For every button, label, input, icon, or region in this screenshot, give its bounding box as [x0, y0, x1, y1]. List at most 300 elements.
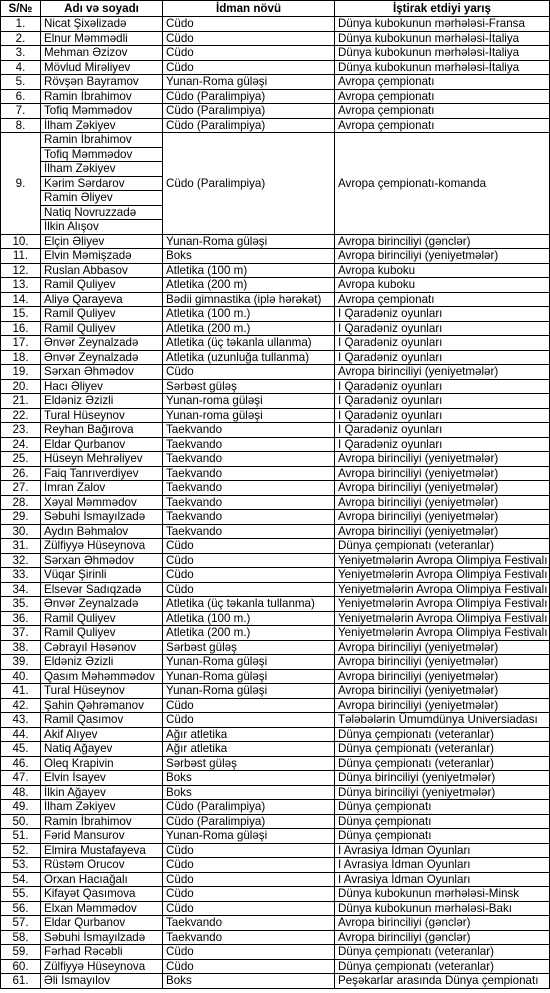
sport-cell: Cüdo — [163, 539, 335, 554]
sport-cell: Taekvando — [163, 495, 335, 510]
athlete-name: Eldəniz Əzizli — [41, 655, 163, 670]
row-number: 7. — [1, 104, 41, 119]
event-cell: I Avrasiya İdman Oyunları — [335, 872, 550, 887]
sport-cell: Atletika (100 m) — [163, 263, 335, 278]
sport-cell: Taekvando — [163, 916, 335, 931]
athlete-name: Ramil Quliyev — [41, 278, 163, 293]
row-number: 36. — [1, 611, 41, 626]
athlete-name: Tofiq Məmmədov — [41, 147, 163, 162]
row-number: 16. — [1, 321, 41, 336]
table-row — [1, 669, 550, 684]
athlete-name: Aliyə Qarayeva — [41, 292, 163, 307]
row-number: 33. — [1, 568, 41, 583]
event-cell: Dünya çempionatı (veteranlar) — [335, 539, 550, 554]
athlete-name: Mövlud Mirəliyev — [41, 60, 163, 75]
table-row — [1, 742, 550, 757]
event-cell: Dünya birinciliyi (yeniyetmələr) — [335, 771, 550, 786]
row-number: 27. — [1, 481, 41, 496]
row-number: 46. — [1, 756, 41, 771]
sport-cell: Cüdo — [163, 568, 335, 583]
table-row — [1, 524, 550, 539]
event-cell: I Qaradəniz oyunları — [335, 350, 550, 365]
event-cell: Dünya kubokunun mərhələsi-İtaliya — [335, 31, 550, 46]
event-cell: Tələbələrin Ümumdünya Universiadası — [335, 713, 550, 728]
sport-cell: Boks — [163, 249, 335, 264]
sport-cell: Sərbəst güləş — [163, 756, 335, 771]
table-row — [1, 466, 550, 481]
athlete-name: İmran Zalov — [41, 481, 163, 496]
sport-cell: Cüdo — [163, 843, 335, 858]
athlete-name: Natiq Novruzzadə — [41, 205, 163, 220]
event-cell: Yeniyetmələrin Avropa Olimpiya Festivalı — [335, 611, 550, 626]
athlete-name: Şahin Qəhrəmanov — [41, 698, 163, 713]
event-cell: Avropa birinciliyi (yeniyetmələr) — [335, 524, 550, 539]
sport-cell: Atletika (100 m.) — [163, 307, 335, 322]
row-number: 53. — [1, 858, 41, 873]
table-row — [1, 684, 550, 699]
event-cell: Avropa kuboku — [335, 263, 550, 278]
sport-cell: Sərbəst güləş — [163, 640, 335, 655]
table-row — [1, 495, 550, 510]
table-row — [1, 974, 550, 989]
row-number: 11. — [1, 249, 41, 264]
table-row — [1, 89, 550, 104]
event-cell: Avropa birinciliyi (yeniyetmələr) — [335, 640, 550, 655]
event-cell: Avropa birinciliyi (yeniyetmələr) — [335, 481, 550, 496]
event-cell: Avropa çempionatı — [335, 292, 550, 307]
athlete-name: Cəbrayıl Həsənov — [41, 640, 163, 655]
row-number: 29. — [1, 510, 41, 525]
event-cell: Yeniyetmələrin Avropa Olimpiya Festivalı — [335, 597, 550, 612]
table-row — [1, 916, 550, 931]
sport-cell: Cüdo — [163, 872, 335, 887]
athlete-name: Xəyal Məmmədov — [41, 495, 163, 510]
athlete-name: Zülfiyyə Hüseynova — [41, 959, 163, 974]
athlete-name: Elmira Mustafayeva — [41, 843, 163, 858]
row-number: 23. — [1, 423, 41, 438]
event-cell: Dünya kubokunun mərhələsi-Fransa — [335, 17, 550, 32]
athlete-name: Fərid Mansurov — [41, 829, 163, 844]
sport-cell: Cüdo — [163, 46, 335, 61]
athlete-name: Ramil Quliyev — [41, 321, 163, 336]
table-row — [1, 582, 550, 597]
table-row — [1, 133, 550, 148]
athlete-name: Ənvər Zeynalzadə — [41, 350, 163, 365]
sport-cell: Cüdo — [163, 553, 335, 568]
table-row — [1, 249, 550, 264]
event-cell: Avropa çempionatı — [335, 118, 550, 133]
table-row — [1, 60, 550, 75]
table-row — [1, 655, 550, 670]
sport-cell: Cüdo — [163, 17, 335, 32]
event-cell: Dünya çempionatı (veteranlar) — [335, 959, 550, 974]
row-number: 44. — [1, 727, 41, 742]
table-row — [1, 46, 550, 61]
row-number: 32. — [1, 553, 41, 568]
table-row — [1, 423, 550, 438]
table-row — [1, 234, 550, 249]
event-cell: Dünya çempionatı — [335, 829, 550, 844]
event-cell: I Qaradəniz oyunları — [335, 394, 550, 409]
event-cell: I Avrasiya İdman Oyunları — [335, 858, 550, 873]
row-number: 14. — [1, 292, 41, 307]
event-cell: Avropa birinciliyi (yeniyetmələr) — [335, 684, 550, 699]
table-row — [1, 887, 550, 902]
row-number: 18. — [1, 350, 41, 365]
athlete-name: Oleq Krapivin — [41, 756, 163, 771]
sport-cell: Cüdo (Paralimpiya) — [163, 814, 335, 829]
athlete-name: Aydın Bəhmalov — [41, 524, 163, 539]
table-row — [1, 263, 550, 278]
athlete-name: Mehman Əzizov — [41, 46, 163, 61]
row-number: 60. — [1, 959, 41, 974]
event-cell: Dünya çempionatı (veteranlar) — [335, 727, 550, 742]
event-cell: Dünya çempionatı — [335, 800, 550, 815]
event-cell: Avropa birinciliyi (yeniyetmələr) — [335, 249, 550, 264]
row-number: 43. — [1, 713, 41, 728]
table-row — [1, 118, 550, 133]
athlete-name: Orxan Hacıağalı — [41, 872, 163, 887]
athlete-name: Ruslan Abbasov — [41, 263, 163, 278]
athlete-name: Elxan Məmmədov — [41, 901, 163, 916]
table-row — [1, 278, 550, 293]
row-number: 19. — [1, 365, 41, 380]
event-cell: Avropa çempionatı — [335, 75, 550, 90]
table-row — [1, 336, 550, 351]
row-number: 13. — [1, 278, 41, 293]
sport-cell: Atletika (100 m.) — [163, 611, 335, 626]
sport-cell: Taekvando — [163, 437, 335, 452]
athlete-name: Elvin Məmişzadə — [41, 249, 163, 264]
row-number: 40. — [1, 669, 41, 684]
row-number: 48. — [1, 785, 41, 800]
table-row — [1, 379, 550, 394]
header-row — [1, 1, 550, 17]
sport-cell: Cüdo — [163, 31, 335, 46]
table-row — [1, 771, 550, 786]
row-number: 39. — [1, 655, 41, 670]
table-row — [1, 553, 550, 568]
event-cell: Avropa çempionatı — [335, 89, 550, 104]
athlete-name: Səbuhi İsmayılzadə — [41, 510, 163, 525]
sport-cell: Boks — [163, 785, 335, 800]
athlete-name: Kifayət Qasımova — [41, 887, 163, 902]
athlete-name: Rüstəm Orucov — [41, 858, 163, 873]
sport-cell: Atletika (üç təkanla ullanma) — [163, 336, 335, 351]
table-row — [1, 640, 550, 655]
sport-cell: Taekvando — [163, 510, 335, 525]
sport-cell: Yunan-roma güləşi — [163, 408, 335, 423]
sport-cell: Taekvando — [163, 466, 335, 481]
event-cell: Avropa birinciliyi (yeniyetmələr) — [335, 452, 550, 467]
event-cell: Avropa birinciliyi (yeniyetmələr) — [335, 495, 550, 510]
row-number: 55. — [1, 887, 41, 902]
sport-cell: Yunan-roma güləşi — [163, 394, 335, 409]
athlete-name: Eldar Qurbanov — [41, 437, 163, 452]
row-number: 2. — [1, 31, 41, 46]
row-number: 35. — [1, 597, 41, 612]
sport-cell: Yunan-Roma güləşi — [163, 234, 335, 249]
table-body — [1, 17, 550, 989]
athlete-name: Elsevər Sadıqzadə — [41, 582, 163, 597]
sport-cell: Cüdo — [163, 713, 335, 728]
table-row — [1, 539, 550, 554]
event-cell: Avropa çempionatı-komanda — [335, 133, 550, 235]
athlete-name: Tural Hüseynov — [41, 408, 163, 423]
table-row — [1, 31, 550, 46]
row-number: 54. — [1, 872, 41, 887]
athlete-name: Kərim Sərdarov — [41, 176, 163, 191]
table-row — [1, 727, 550, 742]
sport-cell: Atletika (üç təkanla tullanma) — [163, 597, 335, 612]
table-row — [1, 945, 550, 960]
sport-cell: Atletika (uzunluğa tullanma) — [163, 350, 335, 365]
table-row — [1, 930, 550, 945]
athlete-name: Ramil Quliyev — [41, 307, 163, 322]
athlete-name: Ənvər Zeynalzadə — [41, 336, 163, 351]
athlete-name: Eldəniz Əzizli — [41, 394, 163, 409]
event-cell: Dünya kubokunun mərhələsi-İtaliya — [335, 60, 550, 75]
sport-cell: Cüdo — [163, 959, 335, 974]
sport-cell: Yunan-Roma güləşi — [163, 75, 335, 90]
row-number: 38. — [1, 640, 41, 655]
athlete-name: Ənvər Zeynalzadə — [41, 597, 163, 612]
row-number: 47. — [1, 771, 41, 786]
event-cell: Avropa birinciliyi (yeniyetmələr) — [335, 698, 550, 713]
event-cell: I Qaradəniz oyunları — [335, 437, 550, 452]
event-cell: Avropa birinciliyi (yeniyetmələr) — [335, 669, 550, 684]
event-cell: Avropa birinciliyi (gənclər) — [335, 916, 550, 931]
row-number: 9. — [1, 133, 41, 235]
sport-cell: Cüdo (Paralimpiya) — [163, 104, 335, 119]
row-number: 12. — [1, 263, 41, 278]
sport-cell: Taekvando — [163, 423, 335, 438]
athlete-name: Natiq Ağayev — [41, 742, 163, 757]
header-name: Adı və soyadı — [41, 1, 163, 17]
row-number: 24. — [1, 437, 41, 452]
sport-cell: Cüdo (Paralimpiya) — [163, 133, 335, 235]
row-number: 25. — [1, 452, 41, 467]
athlete-name: Tofiq Məmmədov — [41, 104, 163, 119]
row-number: 57. — [1, 916, 41, 931]
event-cell: Dünya birinciliyi (yeniyetmələr) — [335, 785, 550, 800]
sport-cell: Bədii gimnastika (iplə hərəkət) — [163, 292, 335, 307]
row-number: 8. — [1, 118, 41, 133]
table-row — [1, 510, 550, 525]
sport-cell: Cüdo — [163, 858, 335, 873]
row-number: 59. — [1, 945, 41, 960]
athlete-name: Faiq Tanrıverdiyev — [41, 466, 163, 481]
athlete-name: Ramin Əliyev — [41, 191, 163, 206]
event-cell: Avropa birinciliyi (yeniyetmələr) — [335, 655, 550, 670]
sport-cell: Taekvando — [163, 452, 335, 467]
sport-cell: Boks — [163, 771, 335, 786]
event-cell: Dünya kubokunun mərhələsi-İtaliya — [335, 46, 550, 61]
sport-cell: Atletika (200 m.) — [163, 321, 335, 336]
header-number: S/№ — [1, 1, 41, 17]
event-cell: Dünya çempionatı (veteranlar) — [335, 742, 550, 757]
athlete-name: Elnur Məmmədli — [41, 31, 163, 46]
event-cell: Avropa birinciliyi (gənclər) — [335, 234, 550, 249]
header-sport: İdman növü — [163, 1, 335, 17]
sport-cell: Ağır atletika — [163, 742, 335, 757]
row-number: 17. — [1, 336, 41, 351]
athlete-name: Sərxan Əhmədov — [41, 553, 163, 568]
sport-cell: Boks — [163, 974, 335, 989]
sport-cell: Cüdo — [163, 945, 335, 960]
row-number: 52. — [1, 843, 41, 858]
event-cell: Dünya kubokunun mərhələsi-Minsk — [335, 887, 550, 902]
sport-cell: Yunan-Roma güləşi — [163, 669, 335, 684]
table-row — [1, 800, 550, 815]
row-number: 10. — [1, 234, 41, 249]
table-row — [1, 858, 550, 873]
event-cell: Avropa çempionatı — [335, 104, 550, 119]
event-cell: Dünya çempionatı (veteranlar) — [335, 756, 550, 771]
sport-cell: Taekvando — [163, 481, 335, 496]
table-row — [1, 698, 550, 713]
event-cell: Yeniyetmələrin Avropa Olimpiya Festivalı — [335, 553, 550, 568]
table-row — [1, 104, 550, 119]
athlete-name: Qasım Məhəmmədov — [41, 669, 163, 684]
sport-cell: Cüdo (Paralimpiya) — [163, 118, 335, 133]
event-cell: I Qaradəniz oyunları — [335, 408, 550, 423]
athlete-name: Fərhad Rəcəbli — [41, 945, 163, 960]
sport-cell: Ağır atletika — [163, 727, 335, 742]
table-row — [1, 365, 550, 380]
sport-cell: Cüdo (Paralimpiya) — [163, 800, 335, 815]
event-cell: Avropa birinciliyi (yeniyetmələr) — [335, 365, 550, 380]
table-row — [1, 408, 550, 423]
athlete-name: Ramil Qasımov — [41, 713, 163, 728]
event-cell: Avropa birinciliyi (yeniyetmələr) — [335, 510, 550, 525]
row-number: 26. — [1, 466, 41, 481]
event-cell: Avropa birinciliyi (gənclər) — [335, 930, 550, 945]
event-cell: Dünya kubokunun mərhələsi-Bakı — [335, 901, 550, 916]
row-number: 56. — [1, 901, 41, 916]
table-row — [1, 597, 550, 612]
table-row — [1, 611, 550, 626]
athlete-name: Elçin Əliyev — [41, 234, 163, 249]
athlete-name: Ramil Quliyev — [41, 611, 163, 626]
athlete-name: Elvin İsayev — [41, 771, 163, 786]
table-row — [1, 292, 550, 307]
row-number: 15. — [1, 307, 41, 322]
event-cell: I Qaradəniz oyunları — [335, 336, 550, 351]
athlete-name: Eldar Qurbanov — [41, 916, 163, 931]
table-row — [1, 713, 550, 728]
event-cell: Yeniyetmələrin Avropa Olimpiya Festivalı — [335, 582, 550, 597]
table-row — [1, 75, 550, 90]
sport-cell: Taekvando — [163, 524, 335, 539]
table-row — [1, 785, 550, 800]
athlete-name: Vüqar Şirinli — [41, 568, 163, 583]
event-cell: Dünya çempionatı — [335, 814, 550, 829]
row-number: 20. — [1, 379, 41, 394]
table-row — [1, 872, 550, 887]
row-number: 21. — [1, 394, 41, 409]
event-cell: Avropa kuboku — [335, 278, 550, 293]
header-event: İştirak etdiyi yarış — [335, 1, 550, 17]
sport-cell: Sərbəst güləş — [163, 379, 335, 394]
event-cell: Yeniyetmələrin Avropa Olimpiya Festivalı — [335, 568, 550, 583]
table-row — [1, 452, 550, 467]
table-row — [1, 568, 550, 583]
row-number: 51. — [1, 829, 41, 844]
sport-cell: Cüdo — [163, 60, 335, 75]
event-cell: I Qaradəniz oyunları — [335, 423, 550, 438]
sport-cell: Cüdo — [163, 887, 335, 902]
table-row — [1, 17, 550, 32]
row-number: 41. — [1, 684, 41, 699]
sport-cell: Cüdo — [163, 365, 335, 380]
athlete-name: Rövşən Bayramov — [41, 75, 163, 90]
table-row — [1, 901, 550, 916]
athlete-name: Hüseyn Mehrəliyev — [41, 452, 163, 467]
row-number: 1. — [1, 17, 41, 32]
athlete-name: Ramin İbrahimov — [41, 814, 163, 829]
athlete-name: Ramin İbrahimov — [41, 133, 163, 148]
row-number: 22. — [1, 408, 41, 423]
athlete-name: Əli İsmayılov — [41, 974, 163, 989]
table-row — [1, 394, 550, 409]
athlete-name: Reyhan Bağırova — [41, 423, 163, 438]
table-row — [1, 829, 550, 844]
row-number: 50. — [1, 814, 41, 829]
row-number: 6. — [1, 89, 41, 104]
row-number: 34. — [1, 582, 41, 597]
athlete-name: Ramin İbrahimov — [41, 89, 163, 104]
row-number: 37. — [1, 626, 41, 641]
sport-cell: Cüdo — [163, 901, 335, 916]
athlete-name: İlham Zəkiyev — [41, 162, 163, 177]
athlete-name: Sərxan Əhmədov — [41, 365, 163, 380]
row-number: 4. — [1, 60, 41, 75]
event-cell: I Qaradəniz oyunları — [335, 307, 550, 322]
table-row — [1, 814, 550, 829]
event-cell: Dünya çempionatı (veteranlar) — [335, 945, 550, 960]
row-number: 61. — [1, 974, 41, 989]
row-number: 31. — [1, 539, 41, 554]
event-cell: I Avrasiya İdman Oyunları — [335, 843, 550, 858]
table-row — [1, 307, 550, 322]
row-number: 30. — [1, 524, 41, 539]
athlete-name: Tural Hüseynov — [41, 684, 163, 699]
athlete-name: Hacı Əliyev — [41, 379, 163, 394]
table-row — [1, 481, 550, 496]
sport-cell: Taekvando — [163, 930, 335, 945]
table-row — [1, 756, 550, 771]
athlete-name: İlkin Alışov — [41, 220, 163, 235]
table-header — [1, 1, 550, 17]
sport-cell: Yunan-Roma güləşi — [163, 655, 335, 670]
table-row — [1, 437, 550, 452]
event-cell: I Qaradəniz oyunları — [335, 379, 550, 394]
event-cell: I Qaradəniz oyunları — [335, 321, 550, 336]
sport-cell: Cüdo (Paralimpiya) — [163, 89, 335, 104]
row-number: 58. — [1, 930, 41, 945]
athlete-name: İlham Zəkiyev — [41, 118, 163, 133]
table-row — [1, 843, 550, 858]
table-row — [1, 626, 550, 641]
sport-cell: Atletika (200 m) — [163, 278, 335, 293]
table-row — [1, 959, 550, 974]
sport-cell: Cüdo — [163, 698, 335, 713]
athlete-name: İlkin Ağayev — [41, 785, 163, 800]
athlete-name: Səbuhi İsmayılzadə — [41, 930, 163, 945]
row-number: 45. — [1, 742, 41, 757]
event-cell: Yeniyetmələrin Avropa Olimpiya Festivalı — [335, 626, 550, 641]
